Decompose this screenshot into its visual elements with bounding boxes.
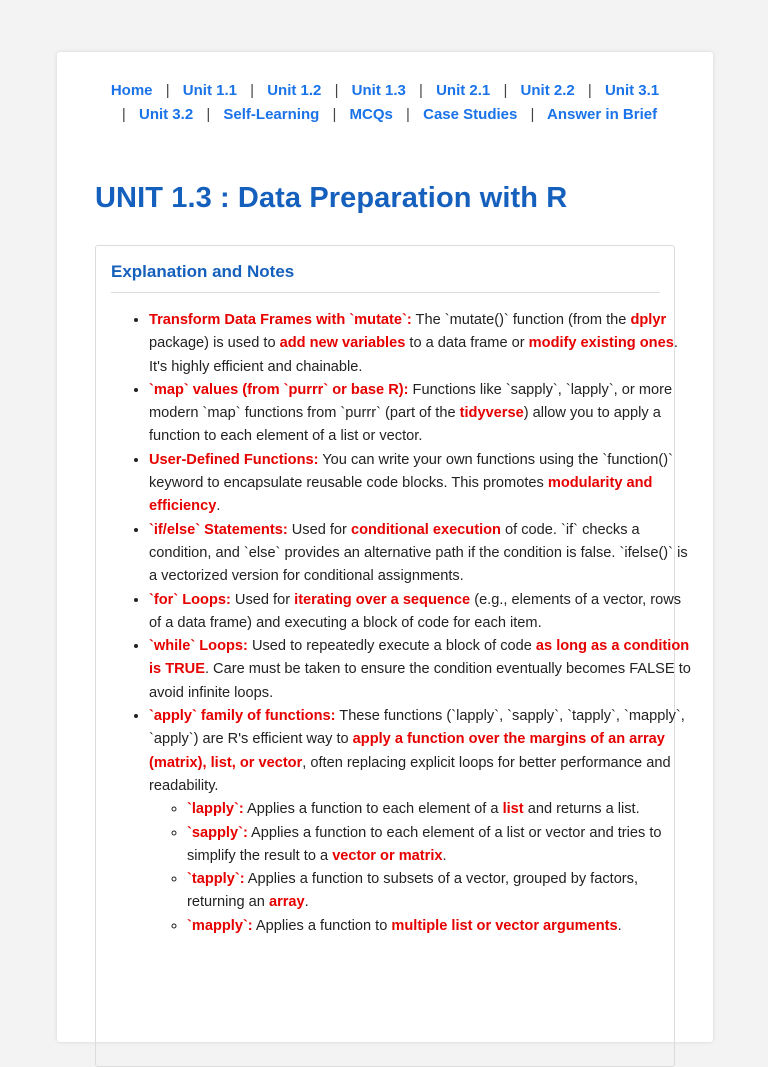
highlight-text: `sapply`:: [187, 824, 248, 841]
content-card: [57, 52, 713, 1042]
nav-separator: |: [419, 82, 423, 99]
notes-list: [111, 309, 697, 938]
nav-link-home[interactable]: Home: [110, 82, 153, 99]
sub-note-item-tapply: [187, 868, 697, 915]
sub-notes-list: [149, 798, 697, 938]
highlight-text: vector or matrix: [332, 847, 443, 864]
note-item-for-loops: [149, 589, 697, 636]
body-text: (e.g., elements of a vector, rows of a data frame) and executing a block of code for each item.: [149, 591, 682, 631]
body-text: Used for: [287, 521, 351, 538]
notes-divider: [111, 292, 660, 293]
nav-separator: |: [332, 105, 337, 123]
nav-link-unit-3-2[interactable]: Unit 3.2: [138, 105, 194, 123]
highlight-text: `map` values (from `purrr` or base R):: [149, 381, 409, 398]
body-text: and returns a list.: [523, 801, 640, 818]
page-title: UNIT 1.3 : Data Preparation with R: [95, 182, 568, 214]
nav-link-answer-in-brief[interactable]: Answer in Brief: [547, 105, 658, 123]
highlight-text: modularity and efficiency: [149, 475, 653, 515]
highlight-text: conditional execution: [350, 521, 501, 538]
highlight-text: apply a function over the margins of an array (matrix), list, or vector: [149, 731, 665, 771]
nav-link-unit-2-2[interactable]: Unit 2.2: [520, 82, 575, 99]
note-item-map: [149, 379, 697, 449]
body-text: , often replacing explicit loops for better performance and readability.: [149, 754, 671, 794]
body-text: . It's highly efficient and chainable.: [149, 335, 678, 375]
note-item-mutate: [149, 309, 697, 379]
highlight-text: iterating over a sequence: [294, 591, 471, 608]
body-text: of code. `if` checks a condition, and `else` provides an alternative path if the condition is false. `ifelse()` is a vectorized version for conditional assignments.: [149, 521, 688, 585]
nav-separator: |: [406, 105, 410, 123]
body-text: Applies a function to subsets of a vector, grouped by factors, returning an: [187, 871, 639, 911]
highlight-text: dplyr: [630, 312, 667, 328]
nav-link-unit-1-2[interactable]: Unit 1.2: [267, 82, 322, 99]
body-text: The `mutate()` function (from the: [411, 312, 631, 328]
highlight-text: `tapply`:: [187, 871, 245, 888]
body-text: Applies a function to: [252, 917, 392, 934]
highlight-text: `lapply`:: [187, 801, 244, 818]
highlight-text: Transform Data Frames with `mutate`:: [149, 312, 412, 328]
body-text: Functions like `sapply`, `lapply`, or more modern `map` functions from `purrr` (part of the: [149, 381, 673, 422]
body-text: Used to repeatedly execute a block of code: [247, 638, 536, 655]
body-text: to a data frame or: [405, 335, 529, 352]
highlight-text: array: [268, 894, 305, 911]
highlight-text: `while` Loops:: [149, 638, 248, 655]
notes-panel: [95, 245, 691, 1067]
nav-separator: |: [165, 82, 170, 99]
nav-link-case-studies[interactable]: Case Studies: [423, 105, 518, 123]
body-text: package) is used to: [149, 335, 280, 352]
highlight-text: as long as a condition is TRUE: [149, 638, 690, 678]
highlight-text: list: [502, 801, 524, 818]
body-text: .: [617, 917, 622, 934]
body-text: . Care must be taken to ensure the condition eventually becomes FALSE to avoid infinite loops.: [149, 661, 691, 701]
nav-separator: |: [334, 82, 339, 99]
nav-separator: |: [206, 105, 211, 123]
nav-link-unit-3-1[interactable]: Unit 3.1: [604, 82, 660, 99]
nav-link-unit-2-1[interactable]: Unit 2.1: [436, 82, 491, 99]
note-item-if-else: [149, 519, 697, 589]
nav-link-mcqs[interactable]: MCQs: [349, 105, 393, 123]
body-text: .: [442, 847, 447, 864]
nav-link-unit-1-1[interactable]: Unit 1.1: [182, 82, 237, 99]
body-text: These functions (`lapply`, `sapply`, `tapply`, `mapply`, `apply`) are R's efficient way to: [149, 708, 685, 748]
nav-separator: |: [587, 82, 592, 99]
notes-heading: Explanation and Notes: [111, 262, 295, 281]
highlight-text: add new variables: [279, 335, 406, 352]
nav-separator: |: [121, 105, 126, 123]
body-text: Applies a function to each element of a list or vector and tries to simplify the result to a: [187, 824, 662, 864]
nav-separator: |: [530, 105, 535, 123]
body-text: You can write your own functions using the `function()` keyword to encapsulate reusable code blocks. This promotes: [149, 451, 673, 492]
body-text: ) allow you to apply a function to each element of a list or vector.: [149, 405, 661, 445]
highlight-text: `for` Loops:: [149, 591, 231, 608]
nav-link-unit-1-3[interactable]: Unit 1.3: [351, 82, 406, 99]
body-text: .: [304, 894, 309, 911]
nav-link-self-learning[interactable]: Self-Learning: [223, 105, 320, 123]
nav-separator: |: [250, 82, 255, 99]
sub-note-item-sapply: [187, 822, 697, 869]
highlight-text: multiple list or vector arguments: [391, 917, 618, 934]
body-text: Used for: [230, 591, 295, 608]
note-item-user-defined-functions: [149, 449, 697, 519]
sub-note-item-lapply: [187, 798, 697, 821]
body-text: Applies a function to each element of a: [243, 801, 503, 818]
note-item-while-loops: [149, 635, 697, 705]
sub-note-item-mapply: [187, 915, 697, 938]
unit-navigation: [99, 79, 671, 126]
note-item-apply-family: [149, 705, 697, 938]
highlight-text: modify existing ones: [528, 335, 674, 352]
highlight-text: `if/else` Statements:: [149, 521, 288, 538]
body-text: .: [216, 498, 221, 515]
highlight-text: `mapply`:: [187, 917, 253, 934]
highlight-text: `apply` family of functions:: [149, 708, 336, 725]
highlight-text: User-Defined Functions:: [149, 451, 319, 468]
nav-separator: |: [503, 82, 508, 99]
highlight-text: tidyverse: [459, 405, 524, 422]
